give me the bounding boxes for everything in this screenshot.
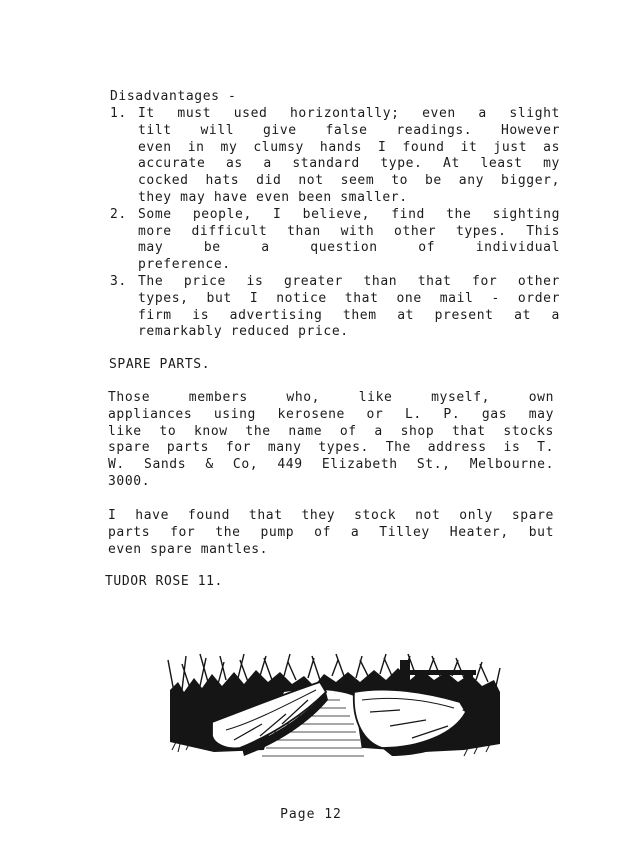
list-item-line: may be a question of individual <box>138 240 560 256</box>
list-item-line: cocked hats did not seem to be any bigger, <box>138 173 560 189</box>
list-item-line: tilt will give false readings. However <box>138 122 560 138</box>
list-item-line: It must used horizontally; even a slight <box>138 106 560 121</box>
list-item <box>110 106 560 207</box>
disadvantages-list <box>110 106 560 341</box>
list-item-line: The price is greater than that for other <box>138 273 560 289</box>
paragraph-line: 3000. <box>108 473 151 489</box>
paragraph-line: parts for the pump of a Tilley Heater, but <box>108 524 554 540</box>
list-item-line: remarkably reduced price. <box>138 324 349 340</box>
list-item-number: 2. <box>110 206 127 222</box>
list-item-line: types, but I notice that one mail - order <box>138 290 560 306</box>
paragraph-line: spare parts for many types. The address is T. <box>108 440 554 456</box>
paragraph-line: like to know the name of a shop that stocks <box>108 423 554 439</box>
boats-illustration <box>164 652 504 764</box>
list-item-number: 1. <box>110 106 127 121</box>
paragraph-tilley-heater <box>108 508 554 558</box>
page-number: Page 12 <box>280 807 342 822</box>
list-item-line: they may have even been smaller. <box>138 189 408 205</box>
paragraph-spare-parts-shop <box>108 390 554 491</box>
list-item <box>110 207 560 274</box>
paragraph-line: Those members who, like myself, own <box>108 390 554 405</box>
list-item <box>110 274 560 341</box>
list-item-number: 3. <box>110 273 127 289</box>
list-item-line: firm is advertising them at present at a <box>138 307 560 323</box>
list-item-line: more difficult than with other types. This <box>138 223 560 239</box>
section-heading-disadvantages: Disadvantages - <box>110 89 237 104</box>
paragraph-line: I have found that they stock not only spare <box>108 508 554 523</box>
section-title-spare-parts: SPARE PARTS. <box>109 357 211 372</box>
paragraph-line: appliances using kerosene or L. P. gas may <box>108 406 554 422</box>
list-item-line: preference. <box>138 257 231 273</box>
paragraph-line: even spare mantles. <box>108 541 269 557</box>
list-item-line: Some people, I believe, find the sighting <box>138 206 560 222</box>
list-item-line: even in my clumsy hands I found it just as <box>138 139 560 155</box>
paragraph-line: W. Sands & Co, 449 Elizabeth St., Melbourne. <box>108 457 554 473</box>
author-signature: TUDOR ROSE 11. <box>105 574 223 589</box>
list-item-line: accurate as a standard type. At least my <box>138 156 560 172</box>
